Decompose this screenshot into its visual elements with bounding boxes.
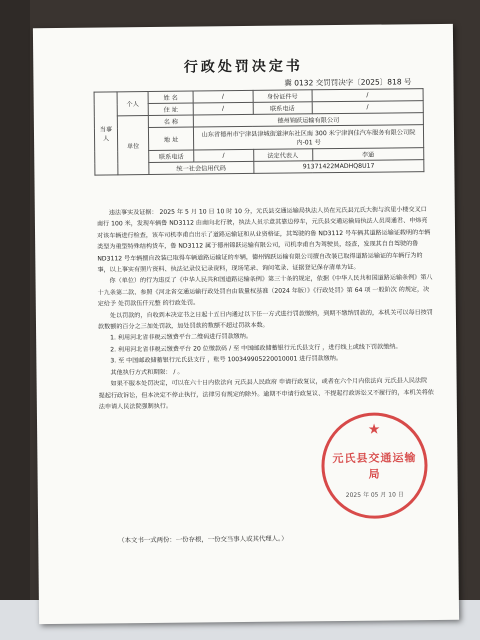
individual-label: 个人 [117, 92, 148, 116]
address-value: / [193, 102, 253, 115]
decision-body [97, 204, 435, 413]
unit-name-label: 名 称 [148, 115, 193, 127]
unit-address-label: 地 址 [148, 127, 193, 150]
phone-value: / [312, 101, 424, 114]
id-value: / [312, 89, 424, 102]
credit-code-label: 统一社会信用代码 [149, 161, 254, 174]
phone-label: 联系电话 [253, 102, 312, 115]
document-sheet [33, 24, 459, 624]
copy-footnote: （本文书一式两份：一份存根，一份交当事人或其代理人。） [118, 534, 288, 545]
address-label: 住 址 [148, 103, 193, 115]
name-label: 姓 名 [148, 91, 193, 103]
document-title: 行政处罚决定书 [183, 58, 303, 76]
document-number: 冀 0132 交罚罚决字〔2025〕818 号 [284, 77, 412, 88]
party-label: 当事人 [94, 92, 118, 175]
unit-name-value: 德州锦跃运输有限公司 [193, 113, 423, 127]
backdrop-table-edge [0, 0, 30, 640]
credit-code-value: 91371422MADHQ8U17 [253, 160, 424, 174]
unit-address-value: 山东省德州市宁津县津城街道津东社区南 300 米宁津润佳汽车服务有限公司院内-01 号 [193, 125, 423, 150]
appeal-rights-paragraph: 如果不服本处罚决定，可以在六十日内依法向 元氏县人民政府 申请行政复议，或者在六个月内依法向 元氏县人民法院 提起行政诉讼，但本决定不停止执行，法律另有规定的除外。逾期不申请行政复议、不提起行政诉讼又不履行的，本机关将依法申请人民法院强制执行。 [98, 377, 434, 411]
seal-date: 2025 年 05 月 10 日 [345, 491, 404, 499]
name-value: / [193, 90, 253, 103]
party-info-table [94, 88, 425, 175]
other-execution-paragraph: 其他执行方式和期限： / 。 [110, 368, 184, 377]
payment-method-1: 1. 利用河北省非税云缴费平台二维码进行罚款缴纳。 [110, 333, 253, 342]
violation-facts-paragraph: 违法事实及证据： 2025 年 5 月 10 日 10 时 10 分，元氏县交通运输局执法人员在元氏县元氏大街与滨里小楼交叉口南行 100 米，发现车辆鲁 ND3112 由南向北行驶，执法人员示意其靠边停车，元氏县交通运输局执法人员周通君、申炜亮对该车辆进行检查，该车司机李甫自出示了道路运输证和从业资格证，其驾驶的鲁 ND3112 号车辆其道路运输证载明的车辆类型为重型特殊结构货车，鲁 ND3112 属于德州锦跃运输有限公司，司机李甫自为驾驶员，经查，发现其自自驾驶的鲁 ND3112 号车辆擅自改装已取得车辆道路运输证的车辆，德州锦跃运输有限公司擅自改装已取得道路运输证的车辆行为的事，以上事实有照片资料、执法记录仪记录资料，现场笔录、询问笔录、证据登记保存清单为证。 [96, 206, 431, 274]
unit-phone-label: 联系电话 [149, 150, 194, 162]
payment-method-3: 3. 至 中国邮政储蓄银行元氏县支行 ，账号 100349905220010001 进行罚款缴纳。 [110, 355, 342, 365]
seal-star-icon: ★ [367, 421, 381, 438]
legal-rep-label: 法定代表人 [253, 149, 312, 162]
official-seal [321, 412, 428, 519]
legal-basis-paragraph: 你（单位）的行为违反了《中华人民共和国道路运输条例》第三十条的规定，依据《中华人民共和国道路运输条例》第八十九条第二款、参照《河北省交通运输行政处罚自由裁量权基准（2024 年版）》《行政处罚》第 64 项 一般阶次 的规定，决定给予 处罚款伍仟元整 的行政处罚。 [97, 274, 433, 308]
payment-method-2: 2. 利用河北省非税云缴费平台 20 位缴款码 / 至 中国邮政储蓄银行元氏县支行 ，进行线上或线下罚款缴纳。 [110, 343, 402, 354]
payment-deadline-paragraph: 处以罚款的，自收到本决定书之日起十五日内通过以下任一方式进行罚款缴纳，到期不缴纳罚款的，本机关可以每日按罚款数额的百分之三加处罚款，加处罚款的数额不超过罚款本数。 [97, 308, 433, 331]
seal-organization: 元氏县交通运输局 [332, 451, 417, 481]
id-label: 身份证件号 [253, 90, 312, 103]
legal-rep-value: 李通 [312, 148, 424, 161]
unit-label: 单位 [117, 116, 149, 175]
unit-phone-value: / [194, 149, 254, 162]
